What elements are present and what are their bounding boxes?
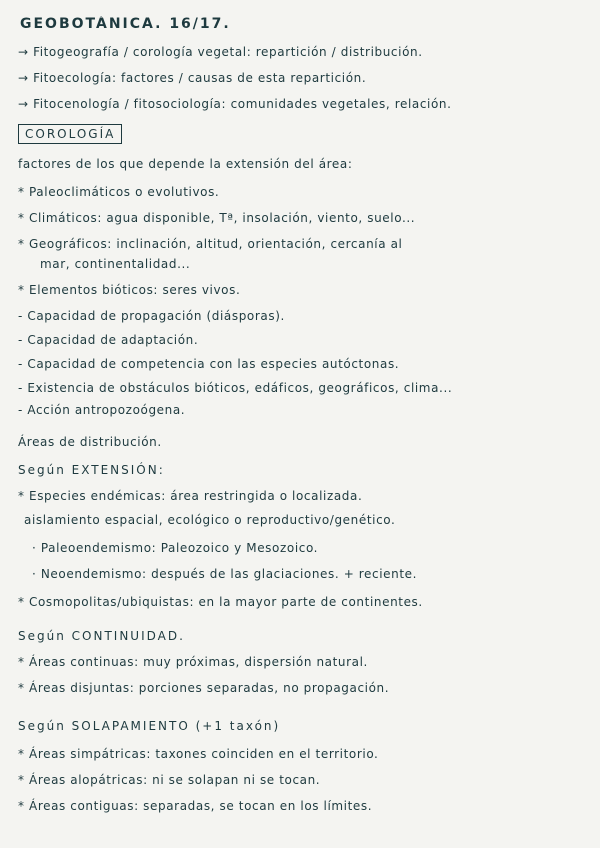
corologia-item-2: * Climáticos: agua disponible, Tª, insolación, viento, suelo... (18, 211, 416, 225)
corologia-subitem-4: - Existencia de obstáculos bióticos, edáficos, geográficos, clima... (18, 381, 453, 395)
solapamiento-heading: Según SOLAPAMIENTO (+1 taxón) (18, 719, 281, 733)
corologia-item-1: * Paleoclimáticos o evolutivos. (18, 185, 220, 199)
corologia-item-4: * Elementos bióticos: seres vivos. (18, 283, 241, 297)
section-corologia (18, 124, 588, 144)
extension-line-2: aislamiento espacial, ecológico o reproductivo/genético. (24, 513, 396, 527)
continuidad-line-1: * Áreas continuas: muy próximas, dispersión natural. (18, 655, 368, 669)
extension-line-3: · Paleoendemismo: Paleozoico y Mesozoico. (32, 541, 319, 555)
solapamiento-line-1: * Áreas simpátricas: taxones coinciden en el territorio. (18, 747, 379, 761)
continuidad-line-2: * Áreas disjuntas: porciones separadas, no propagación. (18, 681, 390, 695)
corologia-item-3-cont: mar, continentalidad... (40, 257, 191, 271)
corologia-subitem-3: - Capacidad de competencia con las especies autóctonas. (18, 357, 400, 371)
intro-line-1: → Fitogeografía / corología vegetal: repartición / distribución. (18, 45, 423, 59)
page-title: GEOBOTÁNICA. 16/17. (20, 16, 231, 32)
corologia-subitem-1: - Capacidad de propagación (diásporas). (18, 309, 285, 323)
extension-line-1: * Especies endémicas: área restringida o localizada. (18, 489, 363, 503)
corologia-subitem-2: - Capacidad de adaptación. (18, 333, 199, 347)
extension-line-4: · Neoendemismo: después de las glaciaciones. + reciente. (32, 567, 418, 581)
continuidad-heading: Según CONTINUIDAD. (18, 629, 185, 643)
extension-line-5: * Cosmopolitas/ubiquistas: en la mayor parte de continentes. (18, 595, 423, 609)
areas-heading: Áreas de distribución. (18, 435, 162, 449)
solapamiento-line-2: * Áreas alopátricas: ni se solapan ni se tocan. (18, 773, 321, 787)
corologia-intro: factores de los que depende la extensión del área: (18, 157, 353, 171)
corologia-item-3: * Geográficos: inclinación, altitud, orientación, cercanía al (18, 237, 403, 251)
corologia-subitem-5: - Acción antropozoógena. (18, 403, 186, 417)
areas-heading-row (18, 434, 588, 450)
intro-line-2: → Fitoecología: factores / causas de esta repartición. (18, 71, 367, 85)
intro-line-3: → Fitocenología / fitosociología: comunidades vegetales, relación. (18, 97, 452, 111)
extension-heading: Según EXTENSIÓN: (18, 463, 165, 477)
corologia-heading: COROLOGÍA (18, 124, 122, 144)
solapamiento-line-3: * Áreas contiguas: separadas, se tocan en los límites. (18, 799, 373, 813)
